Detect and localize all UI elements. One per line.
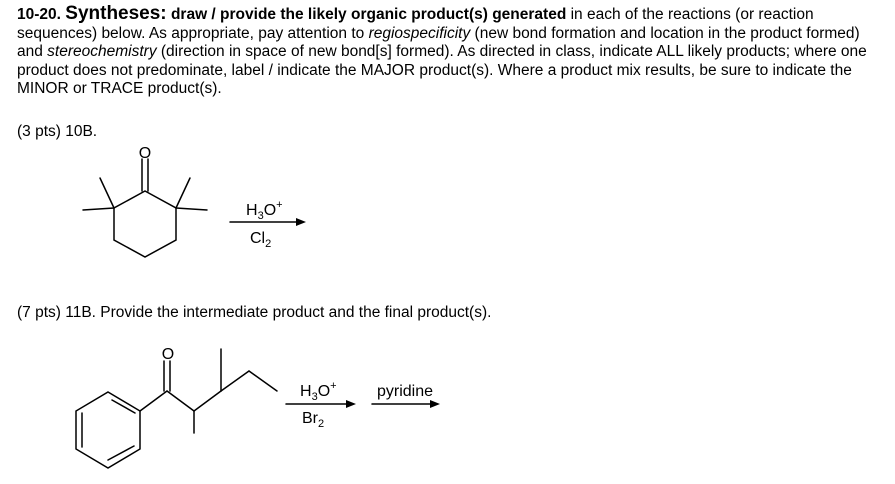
methyl-groups-10b — [83, 178, 207, 210]
benzene-ring-11b — [76, 392, 140, 468]
arrowhead-11b-step1 — [346, 400, 356, 408]
section-title: Syntheses: — [65, 3, 167, 24]
bromine-sub-11b: 2 — [318, 418, 325, 430]
hydronium-h-10b: H — [246, 202, 258, 219]
problem-number: 10-20. — [17, 6, 61, 23]
problem-11b-label: (7 pts) 11B. Provide the intermediate product and the final product(s). — [17, 304, 492, 321]
hydronium-sub-10b: 3 — [257, 210, 264, 222]
chlorine-10b: Cl — [250, 230, 266, 247]
reagent-11b-top — [300, 380, 337, 403]
hydronium-o-11b: O — [317, 383, 331, 400]
oxygen-atom-11b: O — [161, 346, 175, 363]
reagent-11b-step2: pyridine — [377, 383, 434, 400]
carbon-chain-11b — [140, 349, 277, 433]
hydronium-sub-11b: 3 — [311, 391, 318, 403]
chlorine-sub-10b: 2 — [265, 238, 272, 250]
hydronium-sup-11b: + — [330, 380, 337, 392]
bromine-11b: Br — [302, 410, 318, 427]
regiospecificity-term: regiospecificity — [368, 24, 471, 42]
reagent-11b-bottom — [302, 410, 324, 430]
cyclohexanone-ring-10b — [114, 191, 176, 257]
carbonyl-bond-11b — [164, 361, 170, 391]
hydronium-sup-10b: + — [276, 199, 283, 211]
arrowhead-11b-step2 — [430, 400, 440, 408]
hydronium-h-11b: H — [300, 383, 312, 400]
arrowhead-10b — [296, 218, 306, 226]
reagent-10b-top — [246, 199, 283, 222]
stereochemistry-term: stereochemistry — [47, 43, 157, 61]
instructions-bold: draw / provide the likely organic product(s) generated — [170, 6, 567, 23]
reagent-10b-bottom — [250, 230, 271, 250]
hydronium-o-10b: O — [263, 202, 277, 219]
carbonyl-bond-10b — [142, 159, 148, 191]
instructions-text-2: (new bond formation and location in the product formed) and — [17, 24, 860, 61]
oxygen-atom-10b: O — [138, 145, 152, 162]
instructions-text-1: in each of the reactions (or reaction sequences) below. As appropriate, pay attention to — [17, 6, 814, 42]
problem-10b-label: (3 pts) 10B. — [17, 123, 98, 140]
instructions-text-3: (direction in space of new bond[s] formed). As directed in class, indicate ALL likely products; where one product does not predominate, label / indicate the MAJOR product(s). Where a product mix results, be sure to indicate the MINOR or TRACE product(s). — [17, 43, 867, 98]
